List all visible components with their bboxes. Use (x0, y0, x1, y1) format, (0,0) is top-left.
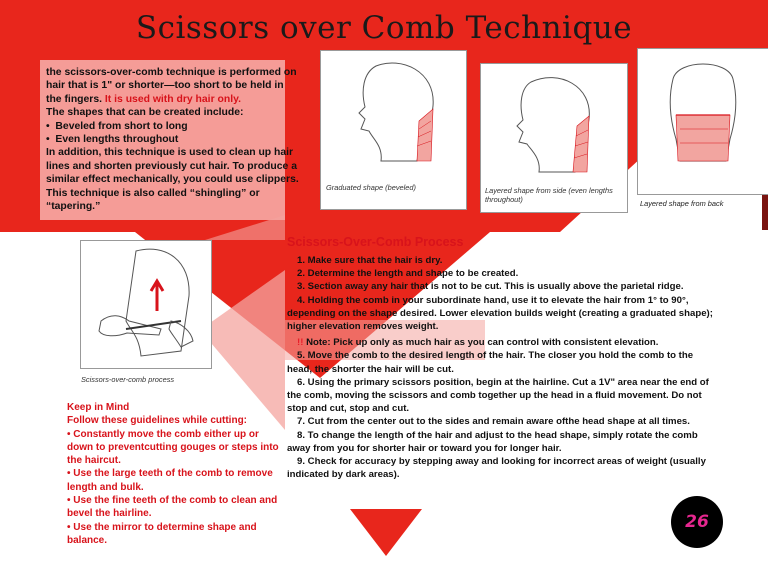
head-profile-graduated-image (321, 51, 466, 176)
intro-shapes-lead: The shapes that can be created include: (46, 107, 244, 119)
keep-in-mind-lead: Follow these guidelines while cutting: (67, 415, 248, 427)
caption-layered-back: Layered shape from back (640, 199, 724, 208)
process-step-3: 3. Section away any hair that is not to be cut. This is usually above the parietal ridge. (297, 281, 684, 293)
keep-in-mind-title: Keep in Mind (67, 402, 130, 413)
bottom-red-triangle (350, 509, 422, 556)
process-step-4: 4. Holding the comb in your subordinate hand, use it to elevate the hair from 1° to 90°, depending on the shape desired. Lower elevation builds weight (creating a graduated shape); higher elevation removes weight. (287, 294, 713, 333)
process-steps (287, 254, 715, 481)
figure-graduated (320, 50, 467, 210)
head-back-layered-image (638, 49, 768, 189)
process-step-6: 6. Using the primary scissors position, begin at the hairline. Cut a 1V" area near the end of the comb, moving the scissors and comb together up the head in a fluid movement. Do not stop and cut, stop and cut. (287, 376, 709, 415)
keep-in-mind-bullet-1: • Constantly move the comb either up or down to preventcutting gouges or steps into the haircut. (67, 428, 279, 467)
process-step-7: 7. Cut from the center out to the sides and remain aware ofthe head shape at all times. (297, 416, 690, 428)
keep-in-mind-bullet-3: • Use the fine teeth of the comb to clean and bevel the hairline. (67, 495, 278, 520)
intro-also: This technique is also called “shingling” or “tapering.” (46, 187, 260, 213)
intro-bullet-1: Beveled from short to long (55, 120, 188, 132)
figure-layered-side (480, 63, 628, 213)
page-title: Scissors over Comb Technique (135, 10, 633, 46)
process-step-1: 1. Make sure that the hair is dry. (297, 255, 443, 266)
keep-in-mind-bullet-4: • Use the mirror to determine shape and balance. (67, 521, 257, 546)
figure-layered-back (637, 48, 768, 208)
process-step-8: 8. To change the length of the hair and adjust to the head shape, simply rotate the comb away from you for shorter hair or toward you for longer hair. (287, 429, 698, 454)
caption-graduated: Graduated shape (beveled) (326, 183, 416, 192)
process-note: Note: Pick up only as much hair as you can control with consistent elevation. (306, 337, 659, 349)
comb-process-image (81, 241, 211, 366)
process-title: Scissors-Over-Comb Process (287, 235, 464, 249)
keep-in-mind-bullet-2: • Use the large teeth of the comb to remove length and bulk. (67, 468, 273, 493)
intro-line1: the scissors-over-comb technique is performed on hair that is 1" or shorter—too short to be held in the fingers. (46, 67, 297, 105)
caption-layered-side: Layered shape from side (even lengths throughout) (485, 186, 613, 204)
caption-process: Scissors-over-comb process (81, 375, 175, 384)
intro-bullet-2: Even lengths throughout (55, 134, 179, 146)
intro-text: the scissors-over-comb technique is performed on hair that is 1" or shorter—too short to be held in the fingers. It is used with dry hair only. The shapes that can be created include: • Beveled from short to long • Even lengths throughout In addition, this technique is used to clean up hair lines and shorten previously cut hair. To produce a similar effect mechanically, you could use clippers. This technique is also called “shingling” or “tapering.” (46, 67, 299, 213)
process-step-5: 5. Move the comb to the desired length of the hair. The closer you hold the comb to the head, the shorter the hair will be cut. (287, 350, 694, 375)
process-note-line (287, 336, 715, 349)
keep-in-mind (67, 401, 282, 547)
intro-line1-red: It is used with dry hair only. (104, 93, 241, 105)
intro-addition: In addition, this technique is used to clean up hair lines and shorten previously cut hair. To produce a similar effect mechanically, you could use clippers. (46, 147, 299, 186)
page-number-badge: 26 (671, 496, 723, 548)
warning-icon: !! (297, 337, 304, 349)
head-profile-layered-image (481, 64, 627, 179)
figure-process (80, 240, 212, 384)
process-step-2: 2. Determine the length and shape to be created. (297, 268, 519, 280)
process-step-9: 9. Check for accuracy by stepping away and looking for incorrect areas of weight (usually indicated by dark areas). (287, 456, 706, 481)
